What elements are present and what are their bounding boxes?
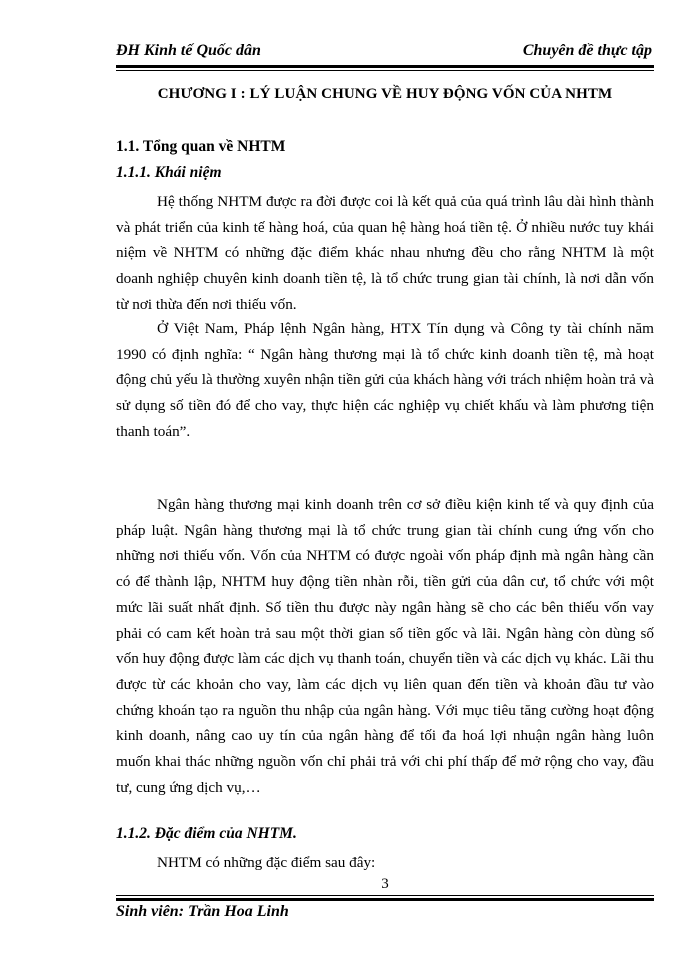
paragraph-vietnam-definition: Ở Việt Nam, Pháp lệnh Ngân hàng, HTX Tín dụng và Công ty tài chính năm 1990 có định nghĩa: “ Ngân hàng thương mại là tổ chức kinh doanh tiền tệ, mà hoạt động chủ yếu là thường xuyên nhận tiền gửi của khách hàng với trách nhiệm hoàn trả và sử dụng số tiền đó để cho vay, thực hiện các nghiệp vụ chiết khấu và làm phương tiện thanh toán”. [116,320,654,440]
section-heading-1-1: 1.1. Tổng quan về NHTM [116,138,286,155]
section-heading-1-1-2: 1.1.2. Đặc điểm của NHTM. [116,825,297,842]
header-rule-thick [116,65,654,68]
paragraph-definition-intro: Hệ thống NHTM được ra đời được coi là kết quả của quá trình lâu dài hình thành và phát triển của kinh tế hàng hoá, của quan hệ hàng hoá tiền tệ. Ở nhiều nước tuy khái niệm về NHTM có những đặc điểm khác nhau nhưng đều cho rằng NHTM là một doanh nghiệp chuyên kinh doanh tiền tệ, là tổ chức trung gian tài chính, là nơi dẫn vốn từ nơi thừa đến nơi thiếu vốn. [116,193,654,313]
chapter-title: CHƯƠNG I : LÝ LUẬN CHUNG VỀ HUY ĐỘNG VỐN CỦA NHTM [157,86,613,102]
footer-rule-thin [116,895,654,896]
footer-rule-thick [116,898,654,901]
footer-student-name: Sinh viên: Trần Hoa Linh [116,903,289,920]
section-heading-1-1-1: 1.1.1. Khái niệm [116,164,222,181]
page-number: 3 [381,876,389,892]
header-report-type: Chuyên đề thực tập [522,42,652,59]
page-header [116,40,652,62]
header-university: ĐH Kinh tế Quốc dân [116,42,261,59]
paragraph-business-activities: Ngân hàng thương mại kinh doanh trên cơ sở điều kiện kinh tế và quy định của pháp luật. Ngân hàng thương mại là tổ chức trung gian tài chính cung ứng vốn cho những nơi thiếu vốn. Vốn của NHTM có được ngoài vốn pháp định mà ngân hàng cần có để thành lập, NHTM huy động tiền nhàn rỗi, tiền gửi của dân cư, tổ chức với một mức lãi suất nhất định. Số tiền thu được này ngân hàng sẽ cho các bên thiếu vốn vay phải có cam kết hoàn trả sau một thời gian số tiền gốc và lãi. Ngân hàng còn dùng số vốn huy động được làm các dịch vụ thanh toán, chuyển tiền và các dịch vụ khác. Lãi thu được từ các khoản cho vay, làm các dịch vụ liên quan đến tiền và khoản đầu tư vào chứng khoán tạo ra nguồn thu nhập của ngân hàng. Với mục tiêu tăng cường hoạt động kinh doanh, nâng cao uy tín của ngân hàng để tối đa hoá lợi nhuận ngân hàng luôn muốn khai thác những nguồn vốn chỉ phải trả với chi phí thấp để mở rộng cho vay, đầu tư, cung ứng dịch vụ,… [116,496,654,796]
header-rule-thin [116,70,654,71]
paragraph-characteristics-intro: NHTM có những đặc điểm sau đây: [157,854,376,871]
